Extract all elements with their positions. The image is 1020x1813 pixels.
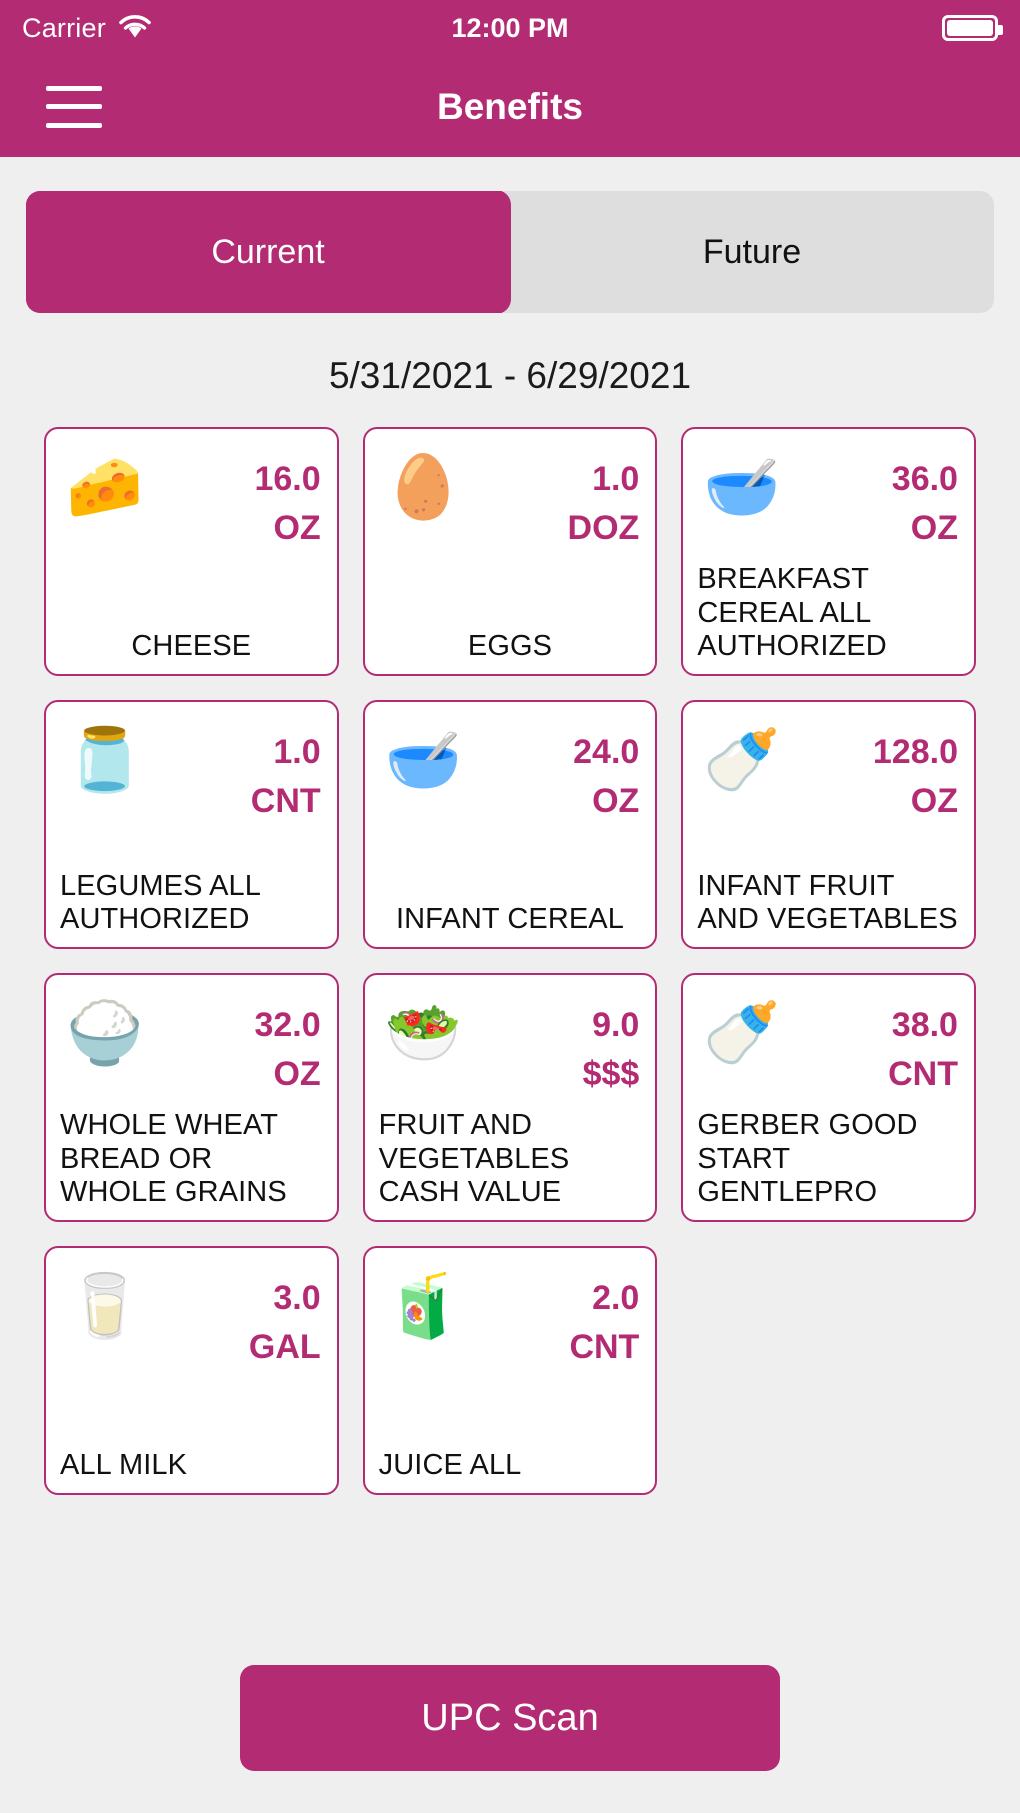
- benefit-card-juice-all[interactable]: [363, 1246, 658, 1495]
- benefit-quantity: [568, 441, 642, 554]
- carrier-label: Carrier: [22, 12, 106, 43]
- benefit-quantity: [873, 714, 960, 827]
- benefit-amount: 3.0: [273, 1279, 321, 1317]
- benefit-amount: 9.0: [592, 1006, 640, 1044]
- benefit-name: ALL MILK: [60, 1449, 188, 1482]
- benefit-card-top: [697, 987, 960, 1109]
- benefit-name: WHOLE WHEAT BREAD OR WHOLE GRAINS: [60, 1109, 287, 1209]
- benefits-period-segmented-control[interactable]: [26, 191, 994, 313]
- benefit-card-top: [697, 441, 960, 563]
- benefit-quantity: [251, 714, 323, 827]
- cheese-icon: 🧀: [66, 453, 144, 522]
- hamburger-menu-icon[interactable]: [46, 86, 102, 128]
- benefit-unit: CNT: [569, 1328, 640, 1367]
- benefit-unit: OZ: [910, 782, 958, 821]
- benefit-amount: 24.0: [573, 733, 640, 771]
- benefit-card-gerber-good-start[interactable]: [681, 973, 976, 1222]
- cereal-bowl-icon: 🥣: [703, 453, 781, 522]
- benefits-grid: [44, 427, 976, 1495]
- benefit-card-top: [379, 714, 642, 846]
- benefit-card-top: [379, 987, 642, 1109]
- battery-icon: [942, 15, 998, 41]
- benefit-amount: 16.0: [254, 460, 321, 498]
- benefit-quantity: [254, 987, 322, 1100]
- benefit-name: JUICE ALL: [378, 1449, 522, 1482]
- infant-formula-icon: 🍼: [703, 999, 781, 1068]
- footer-bar: [0, 1639, 1020, 1813]
- tab-future[interactable]: Future: [702, 232, 802, 271]
- benefit-card-top: [60, 714, 323, 846]
- benefit-unit: OZ: [273, 509, 321, 548]
- benefit-card-infant-cereal[interactable]: [363, 700, 658, 949]
- benefit-name: GERBER GOOD START GENTLEPRO: [697, 1109, 918, 1209]
- benefit-amount: 36.0: [891, 460, 958, 498]
- benefit-name: INFANT FRUIT AND VEGETABLES: [697, 869, 958, 936]
- navigation-bar: [0, 56, 1020, 157]
- benefit-quantity: [249, 1260, 323, 1373]
- benefit-quantity: [573, 714, 641, 827]
- upc-scan-button[interactable]: UPC Scan: [240, 1665, 780, 1771]
- benefit-card-fruit-vegetables-cash-value[interactable]: [363, 973, 658, 1222]
- benefit-amount: 1.0: [273, 733, 321, 771]
- eggs-icon: 🥚: [384, 453, 462, 522]
- status-bar: [0, 0, 1020, 56]
- status-bar-left: [22, 13, 152, 44]
- benefit-card-eggs[interactable]: [363, 427, 658, 676]
- benefit-card-top: [379, 1260, 642, 1392]
- benefit-quantity: [569, 1260, 641, 1373]
- status-bar-right: [942, 15, 998, 41]
- whole-grains-icon: 🍚: [66, 999, 144, 1068]
- juice-icon: 🧃: [384, 1272, 462, 1341]
- benefit-unit: OZ: [273, 1055, 321, 1094]
- benefit-name: EGGS: [467, 630, 553, 663]
- benefit-card-top: [60, 1260, 323, 1392]
- benefit-name: BREAKFAST CEREAL ALL AUTHORIZED: [697, 563, 887, 663]
- benefit-unit: OZ: [910, 509, 958, 548]
- benefit-card-whole-wheat-bread[interactable]: [44, 973, 339, 1222]
- benefit-unit: DOZ: [567, 509, 640, 548]
- benefit-card-legumes[interactable]: [44, 700, 339, 949]
- benefit-amount: 2.0: [592, 1279, 640, 1317]
- benefit-card-infant-fruit-vegetables[interactable]: [681, 700, 976, 949]
- infant-cereal-box-icon: 🥣: [384, 726, 462, 795]
- benefit-quantity: [583, 987, 642, 1100]
- benefit-name: INFANT CEREAL: [395, 903, 624, 936]
- benefit-name: CHEESE: [131, 630, 252, 663]
- benefit-card-breakfast-cereal[interactable]: [681, 427, 976, 676]
- benefit-amount: 32.0: [254, 1006, 321, 1044]
- benefit-amount: 128.0: [872, 733, 958, 771]
- benefit-card-top: [379, 441, 642, 573]
- benefit-amount: 1.0: [592, 460, 640, 498]
- benefit-quantity: [888, 987, 960, 1100]
- benefit-card-top: [60, 987, 323, 1109]
- benefit-card-top: [60, 441, 323, 573]
- benefit-unit: GAL: [248, 1328, 321, 1367]
- benefit-date-range: 5/31/2021 - 6/29/2021: [328, 355, 692, 396]
- benefit-name: LEGUMES ALL AUTHORIZED: [60, 869, 260, 936]
- tab-current[interactable]: Current: [26, 191, 510, 313]
- fruit-vegetables-icon: 🥗: [384, 999, 462, 1068]
- milk-jug-icon: 🥛: [66, 1272, 144, 1341]
- peanut-butter-jar-icon: 🫙: [66, 726, 144, 795]
- benefit-unit: CNT: [250, 782, 321, 821]
- benefit-unit: OZ: [592, 782, 640, 821]
- benefit-amount: 38.0: [891, 1006, 958, 1044]
- benefit-card-top: [697, 714, 960, 846]
- benefit-unit: CNT: [888, 1055, 958, 1094]
- benefit-quantity: [892, 441, 960, 554]
- page-title: Benefits: [437, 85, 583, 127]
- benefit-name: FRUIT AND VEGETABLES CASH VALUE: [378, 1109, 570, 1209]
- baby-food-jar-icon: 🍼: [703, 726, 781, 795]
- status-time: 12:00 PM: [451, 12, 569, 43]
- benefit-card-cheese[interactable]: [44, 427, 339, 676]
- benefit-quantity: [254, 441, 322, 554]
- benefit-card-all-milk[interactable]: [44, 1246, 339, 1495]
- wifi-icon: [118, 13, 152, 44]
- benefits-list-scroll[interactable]: [0, 427, 1020, 1639]
- benefit-unit: $$$: [582, 1055, 640, 1094]
